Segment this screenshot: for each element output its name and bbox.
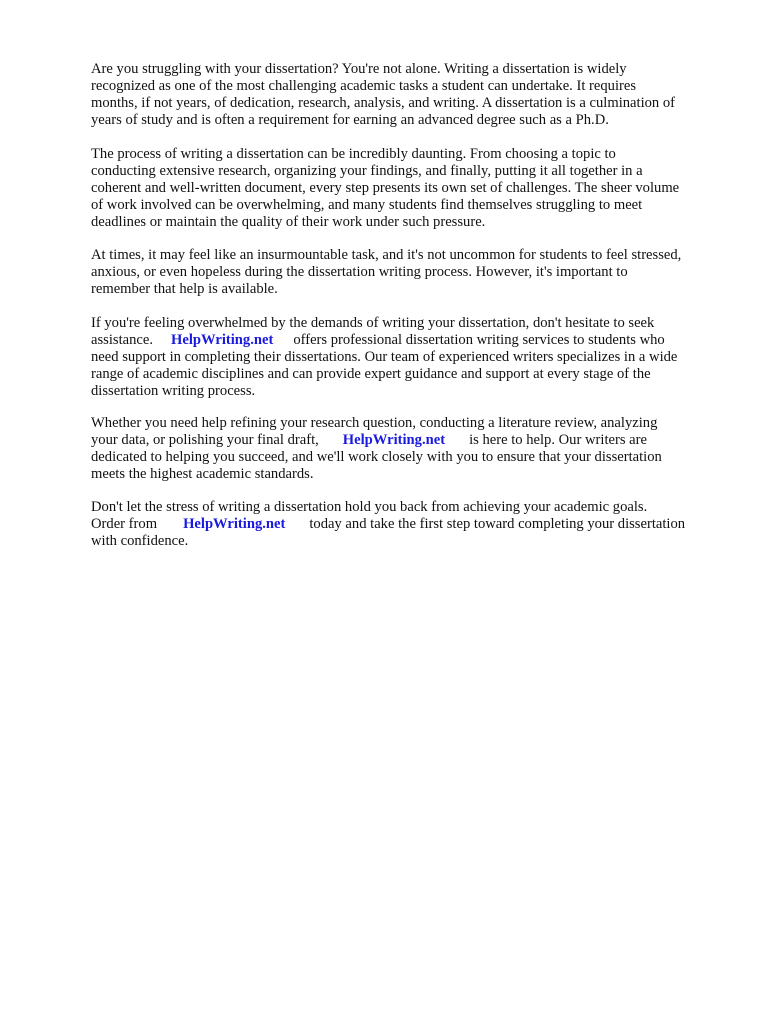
text-line: anxious, or even hopeless during the dissertation writing process. However, it's important to (91, 264, 628, 280)
text-line: conducting extensive research, organizing your findings, and finally, putting it all together in a (91, 163, 643, 179)
text-line: with confidence. (91, 533, 189, 549)
text-line: meets the highest academic standards. (91, 466, 314, 482)
paragraph-order (91, 499, 685, 550)
text-line: coherent and well-written document, every step presents its own set of challenges. The sheer volume (91, 180, 680, 196)
text-line: of work involved can be overwhelming, and many students find themselves struggling to meet (91, 197, 643, 213)
text-segment: today and take the first step toward completing your dissertation (309, 516, 686, 532)
text-line: years of study and is often a requirement for earning an advanced degree such as a Ph.D. (91, 112, 609, 128)
text-line: range of academic disciplines and can provide expert guidance and support at every stage of the (91, 366, 651, 382)
paragraph-stress (91, 247, 681, 298)
text-line: The process of writing a dissertation can be incredibly daunting. From choosing a topic to (91, 146, 616, 162)
text-line: Are you struggling with your dissertation? You're not alone. Writing a dissertation is widely (91, 61, 627, 77)
text-segment: assistance. (91, 332, 154, 348)
text-line-with-link (91, 432, 662, 449)
text-line: If you're feeling overwhelmed by the demands of writing your dissertation, don't hesitate to seek (91, 315, 655, 331)
text-line: Whether you need help refining your research question, conducting a literature review, analyzing (91, 415, 658, 431)
paragraph-help (91, 415, 662, 483)
paragraph-process (91, 146, 679, 231)
helpwriting-link[interactable]: HelpWriting.net (183, 516, 286, 532)
text-line: months, if not years, of dedication, research, analysis, and writing. A dissertation is a culmination of (91, 95, 676, 111)
text-segment: offers professional dissertation writing services to students who (293, 332, 665, 348)
text-segment: Order from (91, 516, 158, 532)
text-line: dedicated to helping you succeed, and we'll work closely with you to ensure that your dissertation (91, 449, 662, 465)
text-line: deadlines or maintain the quality of their work under such pressure. (91, 214, 486, 230)
text-line: need support in completing their dissertations. Our team of experienced writers specializes in a wide (91, 349, 678, 365)
text-line: recognized as one of the most challenging academic tasks a student can undertake. It requires (91, 78, 637, 94)
text-line: dissertation writing process. (91, 383, 256, 399)
text-line: remember that help is available. (91, 281, 278, 297)
text-line: Don't let the stress of writing a dissertation hold you back from achieving your academic goals. (91, 499, 648, 515)
paragraph-assistance (91, 315, 677, 400)
text-line-with-link (91, 516, 685, 533)
text-segment: your data, or polishing your final draft, (91, 432, 319, 448)
text-line-with-link (91, 332, 677, 349)
helpwriting-link[interactable]: HelpWriting.net (171, 332, 274, 348)
helpwriting-link[interactable]: HelpWriting.net (342, 432, 446, 448)
paragraph-intro (91, 61, 675, 129)
text-line: At times, it may feel like an insurmountable task, and it's not uncommon for students to feel stressed, (91, 247, 682, 263)
text-segment: is here to help. Our writers are (469, 432, 647, 448)
